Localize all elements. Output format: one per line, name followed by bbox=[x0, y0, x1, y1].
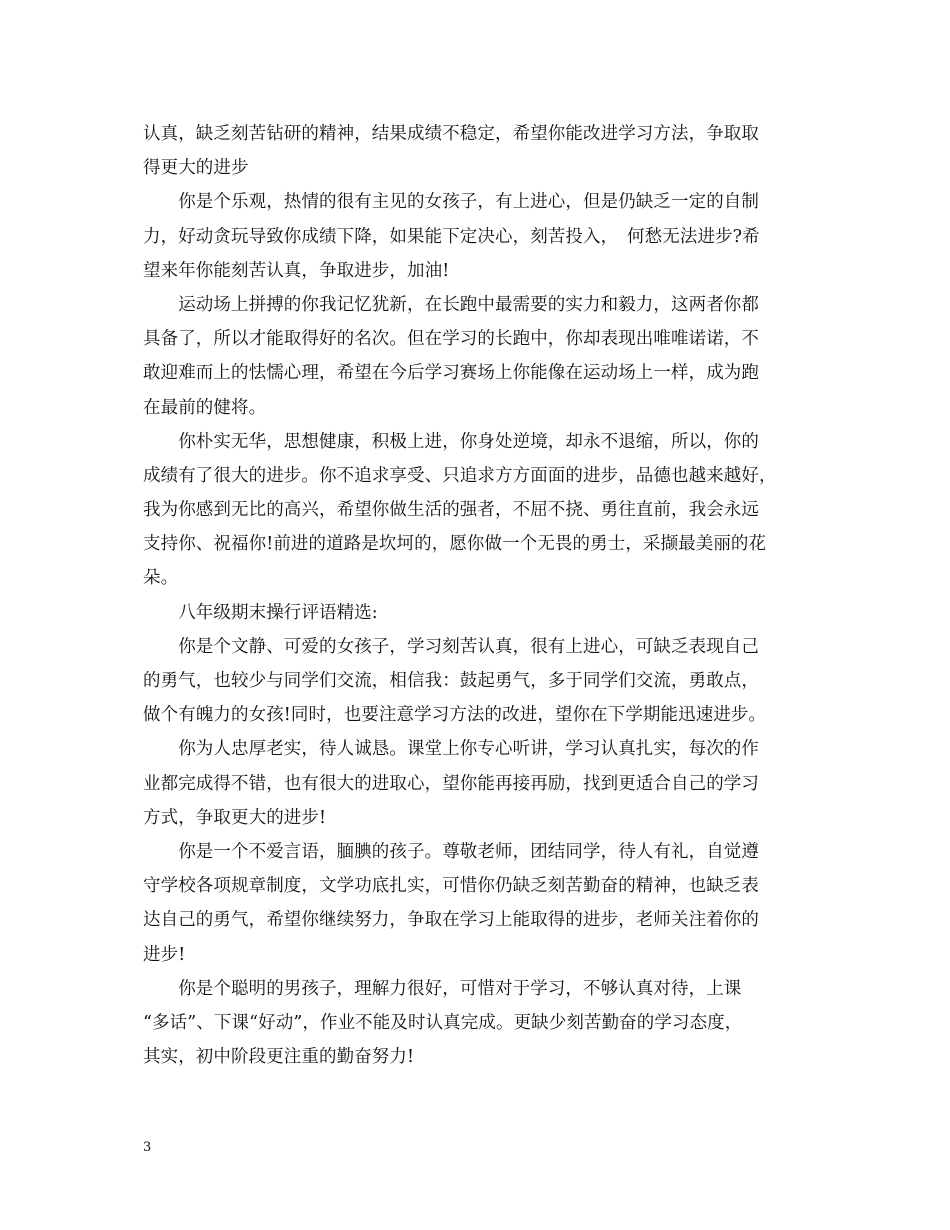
text-line: 认真，缺乏刻苦钻研的精神，结果成绩不稳定，希望你能改进学习方法，争取取 bbox=[143, 124, 759, 144]
text-line: 其实，初中阶段更注重的勤奋努力! bbox=[143, 1047, 415, 1068]
text-line: 运动场上拼搏的你我记忆犹新，在长跑中最需要的实力和毅力，这两者你都 bbox=[143, 294, 759, 315]
text-line: 我为你感到无比的高兴，希望你做生活的强者，不屈不挠、勇往直前，我会永远 bbox=[143, 500, 759, 521]
text-line: 业都完成得不错，也有很大的进取心，望你能再接再励，找到更适合自己的学习 bbox=[143, 773, 759, 794]
text-line: 的勇气，也较少与同学们交流，相信我：鼓起勇气，多于同学们交流，勇敢点， bbox=[143, 671, 759, 691]
text-line: 朵。 bbox=[143, 568, 179, 589]
section-heading: 八年级期末操行评语精选: bbox=[143, 602, 378, 623]
document-body bbox=[143, 117, 811, 1074]
text-line: 望来年你能刻苦认真，争取进步，加油! bbox=[143, 260, 450, 281]
text-line: 守学校各项规章制度，文学功底扎实，可惜你仍缺乏刻苦勤奋的精神，也缺乏表 bbox=[143, 876, 759, 897]
text-line: 具备了，所以才能取得好的名次。但在学习的长跑中，你却表现出唯唯诺诺，不 bbox=[143, 329, 759, 350]
text-line: 得更大的进步 bbox=[143, 158, 249, 179]
page-number: 3 bbox=[143, 1140, 152, 1155]
text-line: “多话”、下课“好动”，作业不能及时认真完成。更缺少刻苦勤奋的学习态度， bbox=[143, 1012, 743, 1033]
text-line: 你朴实无华，思想健康，积极上进，你身处逆境，却永不退缩，所以，你的 bbox=[143, 431, 759, 452]
text-line: 你是个乐观，热情的很有主见的女孩子，有上进心，但是仍缺乏一定的自制 bbox=[143, 192, 759, 213]
text-line: 你是一个不爱言语，腼腆的孩子。尊敬老师，团结同学，待人有礼，自觉遵 bbox=[143, 841, 759, 862]
text-line: 做个有魄力的女孩!同时，也要注意学习方法的改进，望你在下学期能迅速进步。 bbox=[143, 705, 767, 726]
text-line: 力，好动贪玩导致你成绩下降，如果能下定决心，刻苦投入， 何愁无法进步?希 bbox=[143, 226, 760, 247]
text-line: 敢迎难而上的怯懦心理，希望在今后学习赛场上你能像在运动场上一样，成为跑 bbox=[143, 363, 759, 384]
text-line: 进步! bbox=[143, 944, 186, 965]
text-line: 在最前的健将。 bbox=[143, 397, 267, 418]
text-line: 成绩有了很大的进步。你不追求享受、只追求方方面面的进步，品德也越来越好， bbox=[143, 465, 777, 486]
text-line: 达自己的勇气，希望你继续努力，争取在学习上能取得的进步，老师关注着你的 bbox=[143, 910, 759, 931]
text-line: 支持你、祝福你!前进的道路是坎坷的，愿你做一个无畏的勇士，采撷最美丽的花 bbox=[143, 534, 767, 555]
text-line: 你为人忠厚老实，待人诚恳。课堂上你专心听讲，学习认真扎实，每次的作 bbox=[143, 739, 759, 760]
text-line: 你是个聪明的男孩子，理解力很好，可惜对于学习，不够认真对待，上课 bbox=[143, 978, 742, 999]
text-line: 你是个文静、可爱的女孩子，学习刻苦认真，很有上进心，可缺乏表现自己 bbox=[143, 636, 759, 657]
text-line: 方式，争取更大的进步! bbox=[143, 807, 327, 828]
